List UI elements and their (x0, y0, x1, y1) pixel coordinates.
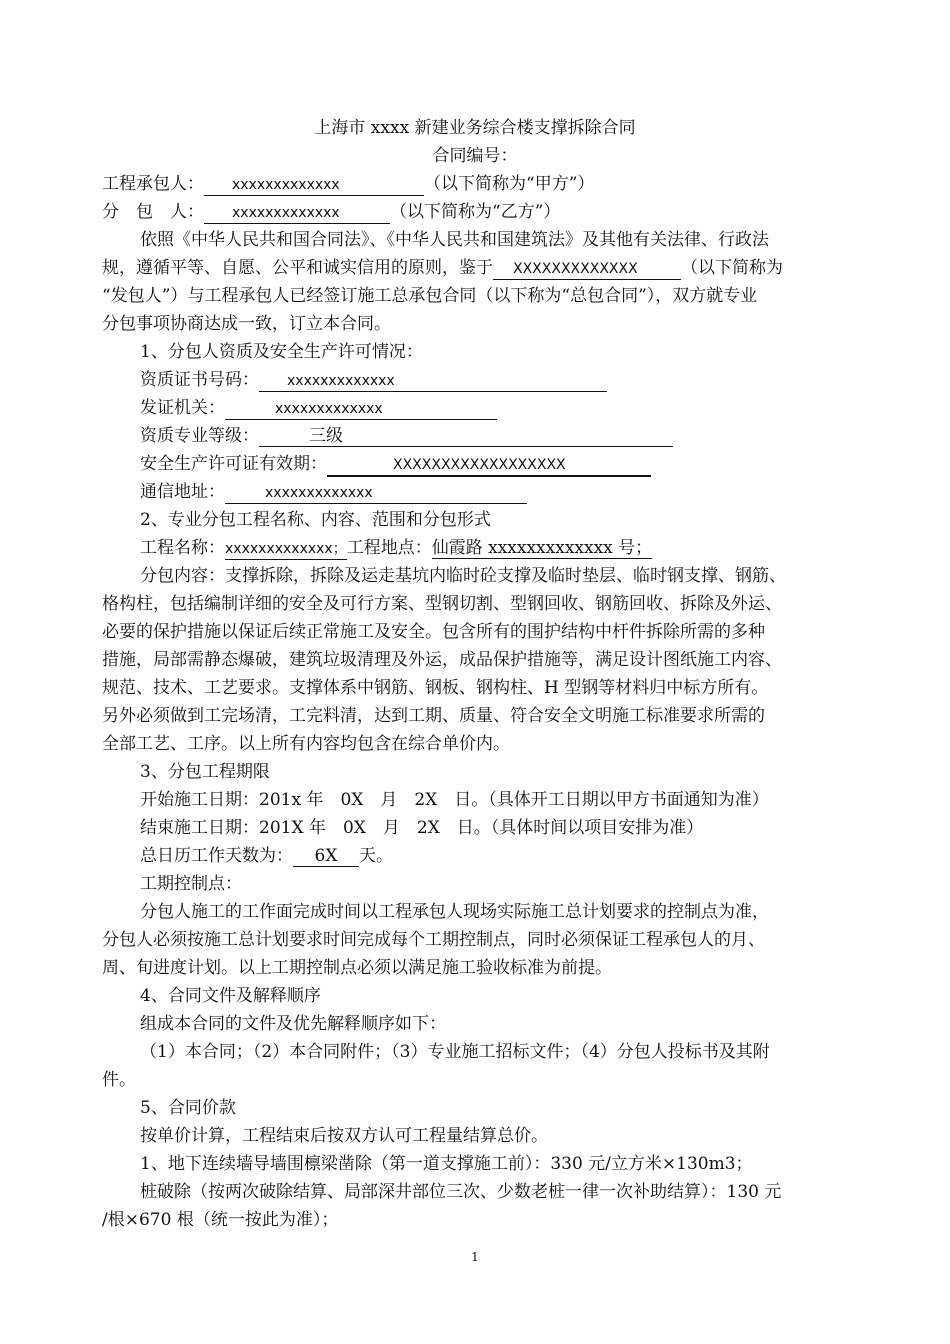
docs-line-1: 组成本合同的文件及优先解释顺序如下： (140, 1014, 446, 1034)
project-location-value: 仙霞路 xxxxxxxxxxxxx 号； (431, 538, 653, 558)
docs-line-2: （1）本合同；（2）本合同附件；（3）专业施工招标文件；（4）分包人投标书及其附 (140, 1042, 770, 1062)
section-4-heading: 4、合同文件及解释顺序 (140, 986, 321, 1006)
project-name-value: xxxxxxxxxxxxx； (225, 538, 347, 560)
subcontractor-label: 分 包 人： (102, 202, 204, 222)
subcontractor-line (102, 198, 850, 226)
milestone-line-3: 周、旬进度计划。以上工期控制点必须以满足施工验收标准为前提。 (102, 958, 612, 978)
issuer-value: xxxxxxxxxxxxx (225, 398, 497, 420)
grade-line: 资质专业等级： 三级 (140, 422, 850, 450)
end-date-line: 结束施工日期：201X 年 0X 月 2X 日。（具体时间以项目安排为准） (140, 818, 704, 838)
intro-line-4: 分包事项协商达成一致，订立本合同。 (102, 314, 391, 334)
total-days-line: 总日历工作天数为： 6X 天。 (140, 846, 393, 866)
issuer-line: 发证机关： xxxxxxxxxxxxx (140, 394, 850, 422)
price-line-3: 桩破除（按两次破除结算、局部深井部位三次、少数老桩一律一次补助结算）：130 元 (140, 1182, 782, 1202)
section-5-heading: 5、合同价款 (140, 1098, 236, 1118)
page-number: 1 (471, 1250, 479, 1264)
contractor-value: xxxxxxxxxxxxx (204, 174, 424, 196)
address-value: xxxxxxxxxxxxx (225, 482, 527, 504)
milestone-line-2: 分包人必须按施工总计划要求时间完成每个工期控制点，同时必须保证工程承包人的月、 (102, 930, 765, 950)
scope-line-6: 另外必须做到工完场清，工完料清，达到工期、质量、符合安全文明施工标准要求所需的 (102, 706, 765, 726)
docs-line-3: 件。 (102, 1070, 136, 1090)
total-days-value: 6X (293, 846, 359, 867)
permit-line: 安全生产许可证有效期： XXXXXXXXXXXXXXXXXX (140, 450, 850, 478)
contract-number-label: 合同编号： (432, 146, 518, 166)
scope-line-4: 措施，局部需静态爆破，建筑垃圾清理及外运，成品保护措施等，满足设计图纸施工内容、 (102, 650, 782, 670)
contractor-label: 工程承包人： (102, 174, 204, 194)
grade-value: 三级 (259, 426, 673, 447)
contractor-line (102, 170, 850, 198)
cert-number-line: 资质证书号码： xxxxxxxxxxxxx (140, 366, 850, 394)
address-line: 通信地址： xxxxxxxxxxxxx (140, 478, 850, 506)
cert-number-value: xxxxxxxxxxxxx (259, 370, 607, 392)
scope-line-7: 全部工艺、工序。以上所有内容均包含在综合单价内。 (102, 734, 510, 754)
price-line-1: 按单价计算，工程结束后按双方认可工程量结算总价。 (140, 1126, 548, 1146)
scope-line-5: 规范、技术、工艺要求。支撑体系中钢筋、钢板、钢构柱、H 型钢等材料归中标方所有。 (102, 678, 769, 698)
project-owner-value: XXXXXXXXXXXXX (493, 258, 681, 280)
subcontractor-suffix: （以下简称为“乙方”） (390, 202, 561, 222)
contractor-suffix: （以下简称为“甲方”） (424, 174, 595, 194)
start-date-line: 开始施工日期：201x 年 0X 月 2X 日。（具体开工日期以甲方书面通知为准） (140, 790, 769, 810)
intro-line-1: 依照《中华人民共和国合同法》、《中华人民共和国建筑法》及其他有关法律、行政法 (140, 230, 769, 250)
section-1-heading: 1、分包人资质及安全生产许可情况： (140, 342, 423, 362)
scope-line-2: 格构柱，包括编制详细的安全及可行方案、型钢切割、型钢回收、钢筋回收、拆除及外运、 (102, 594, 782, 614)
scope-line-3: 必要的保护措施以保证后续正常施工及安全。包含所有的围护结构中杆件拆除所需的多种 (102, 622, 765, 642)
section-3-heading: 3、分包工程期限 (140, 762, 270, 782)
price-line-4: /根×670 根（统一按此为准）； (102, 1210, 339, 1230)
milestone-label: 工期控制点： (140, 874, 242, 894)
scope-line-1: 分包内容：支撑拆除，拆除及运走基坑内临时砼支撑及临时垫层、临时钢支撑、钢筋、 (140, 566, 786, 586)
milestone-line-1: 分包人施工的工作面完成时间以工程承包人现场实际施工总计划要求的控制点为准， (140, 902, 769, 922)
contract-title: 上海市 xxxx 新建业务综合楼支撑拆除合同 (314, 118, 636, 138)
project-name-line: 工程名称：xxxxxxxxxxxxx；工程地点：仙霞路 xxxxxxxxxxxxx 号； (140, 538, 653, 558)
intro-line-2: 规，遵循平等、自愿、公平和诚实信用的原则，鉴于 XXXXXXXXXXXXX （以下简称为 (102, 258, 783, 278)
subcontractor-value: xxxxxxxxxxxxx (204, 202, 390, 224)
intro-line-3: “发包人”）与工程承包人已经签订施工总承包合同（以下称为“总包合同”），双方就专业 (102, 286, 758, 306)
section-2-heading: 2、专业分包工程名称、内容、范围和分包形式 (140, 510, 491, 530)
price-line-2: 1、地下连续墙导墙围檩梁凿除（第一道支撑施工前）：330 元/立方米×130m3； (140, 1154, 753, 1174)
permit-value: XXXXXXXXXXXXXXXXXX (327, 454, 651, 477)
